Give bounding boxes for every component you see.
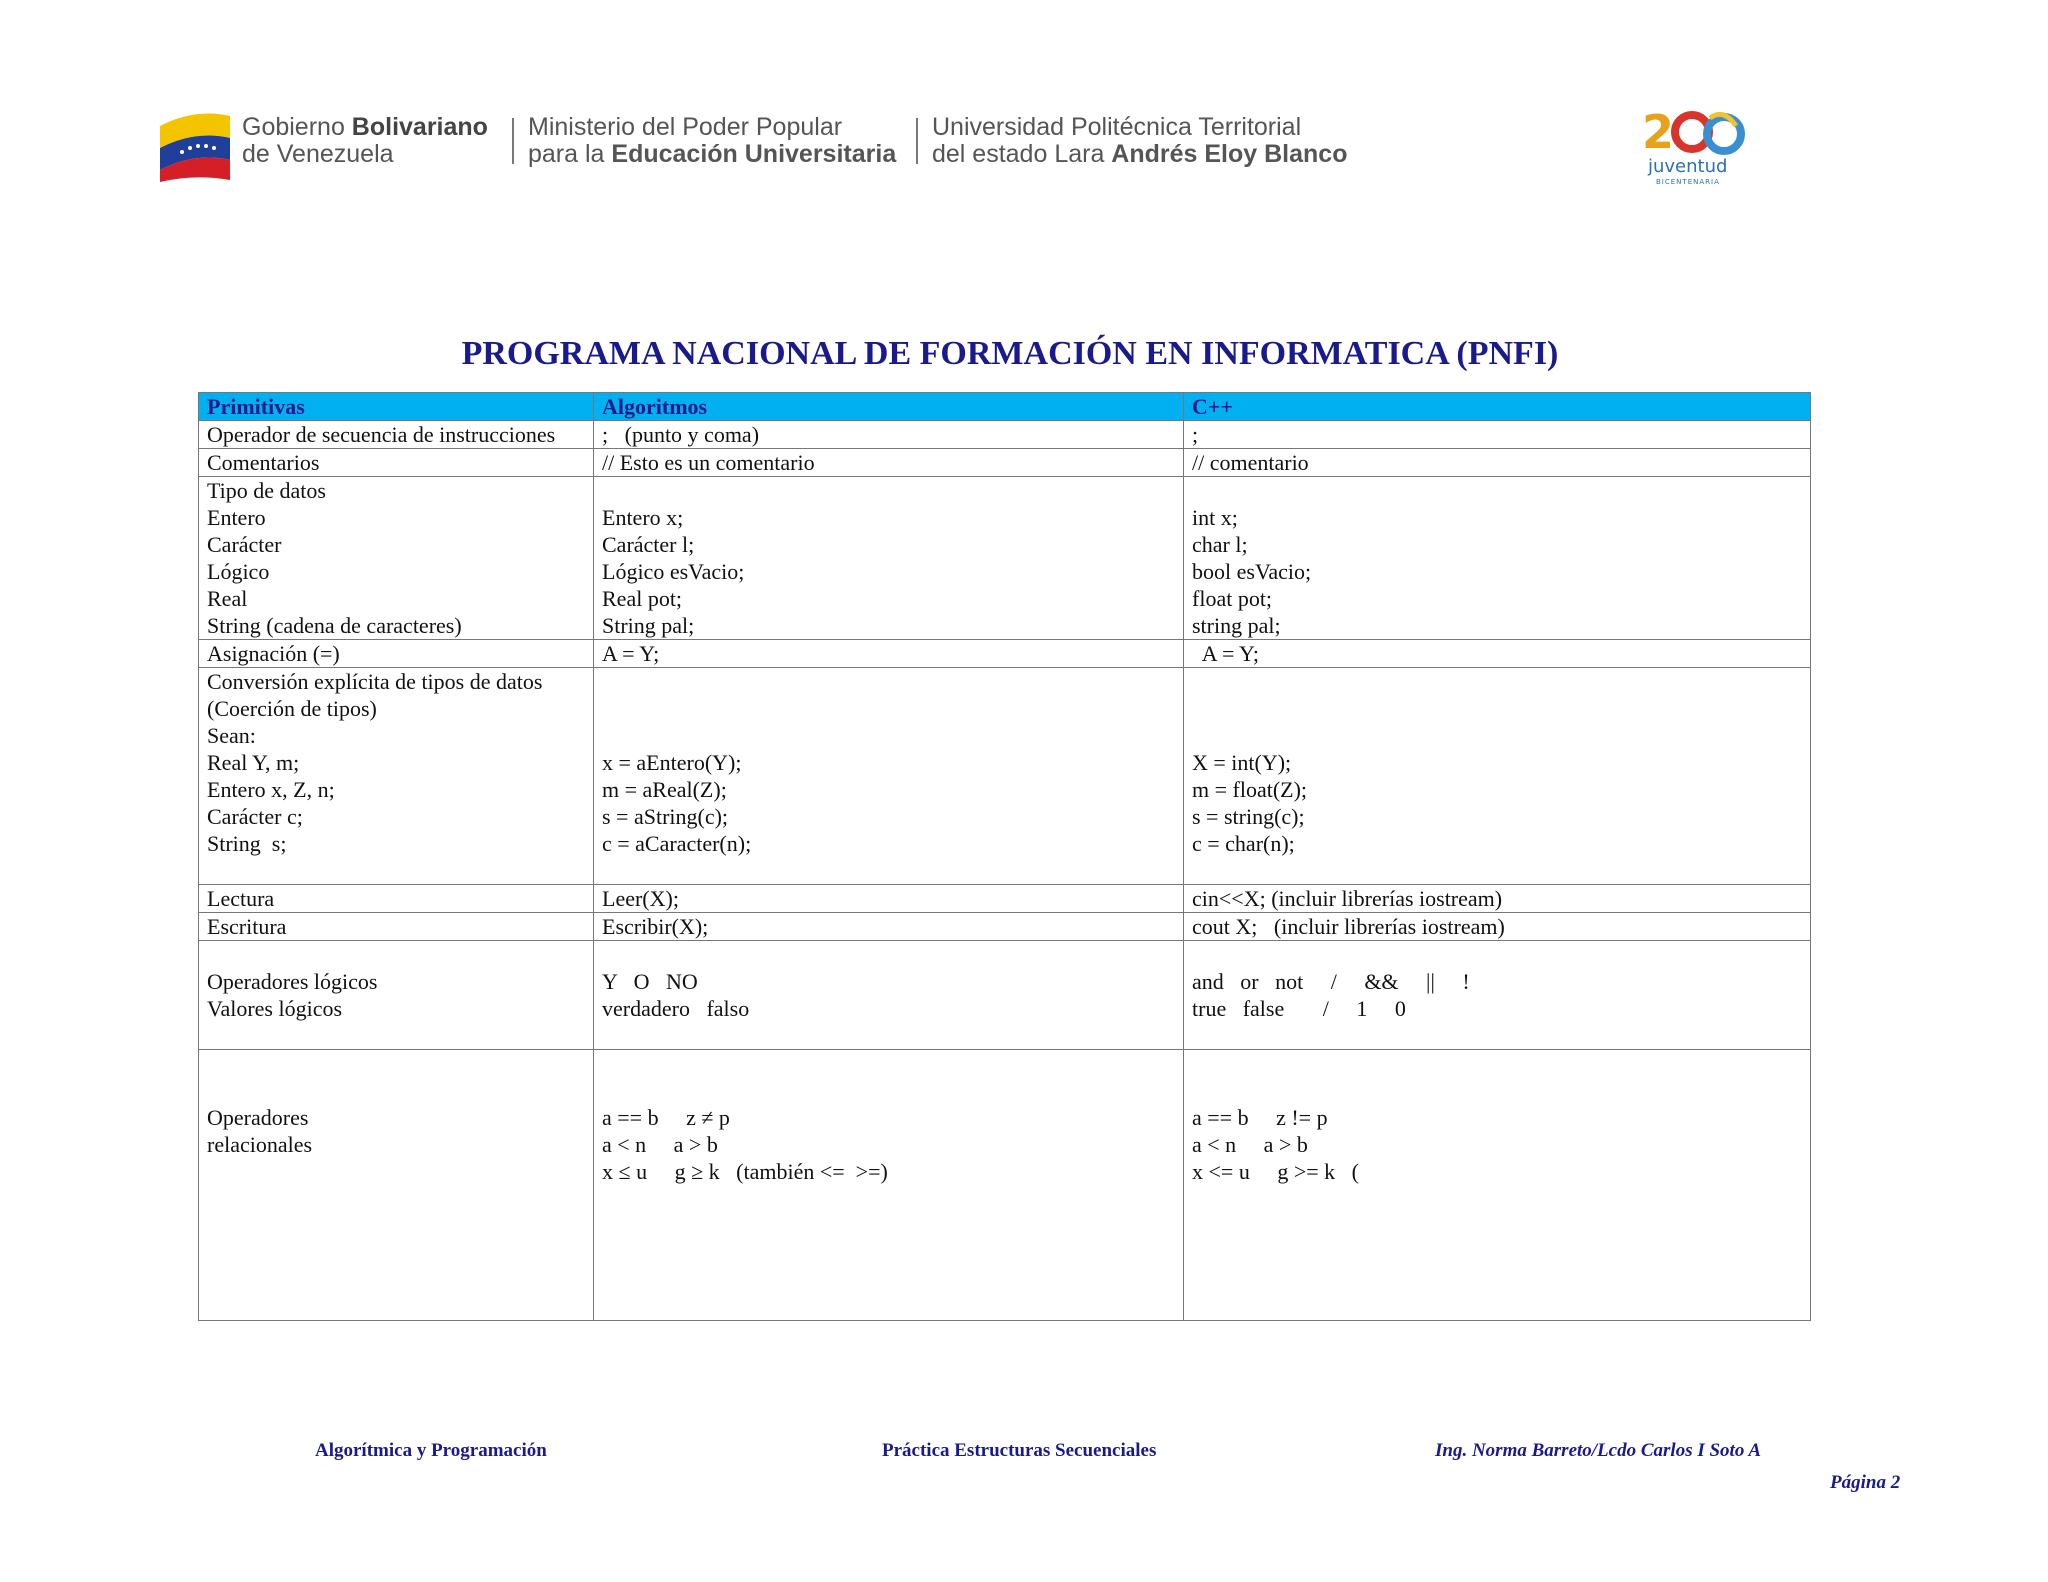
cell-line: Entero x;: [602, 505, 684, 530]
cell-line: Escritura: [207, 914, 287, 939]
table-row: [199, 477, 1811, 640]
cell-line: Lógico: [207, 559, 270, 584]
cell-line: [207, 941, 585, 968]
document-title: PROGRAMA NACIONAL DE FORMACIÓN EN INFORMATICA (PNFI): [461, 335, 1559, 372]
cell-line: x = aEntero(Y);: [602, 750, 742, 775]
cell-line: Real: [207, 586, 248, 611]
table-cell: [1184, 885, 1811, 913]
divider: [916, 118, 918, 164]
cell-line: float pot;: [1192, 586, 1273, 611]
cell-line: [1192, 668, 1802, 695]
cell-line: [1192, 857, 1802, 884]
cell-line: A = Y;: [1192, 641, 1260, 666]
table-cell: [594, 449, 1184, 477]
cell-line: X = int(Y);: [1192, 750, 1292, 775]
cell-line: [207, 1239, 585, 1266]
cell-line: [1192, 1022, 1802, 1049]
header-primitivas: Primitivas: [199, 393, 594, 421]
cell-line: Carácter l;: [602, 532, 695, 557]
table-row: [199, 885, 1811, 913]
header-cpp: C++: [1184, 393, 1811, 421]
table-cell: [1184, 668, 1811, 885]
cell-line: [1192, 695, 1802, 722]
cell-line: [1192, 1266, 1802, 1293]
table-cell: [199, 668, 594, 885]
cell-line: Comentarios: [207, 450, 320, 475]
cell-line: Lectura: [207, 886, 275, 911]
cell-line: Conversión explícita de tipos de datos: [207, 669, 543, 694]
cell-line: ;: [1192, 422, 1199, 447]
footer-practice: Práctica Estructuras Secuenciales: [882, 1440, 1157, 1461]
primitives-table: [198, 392, 1811, 1321]
cell-line: // Esto es un comentario: [602, 450, 815, 475]
cell-line: Carácter c;: [207, 804, 303, 829]
cell-line: Entero x, Z, n;: [207, 777, 335, 802]
cell-line: A = Y;: [602, 641, 660, 666]
table-cell: [199, 1050, 594, 1321]
cell-line: bool esVacio;: [1192, 559, 1312, 584]
svg-text:juventud: juventud: [1648, 156, 1728, 177]
table-cell: [1184, 477, 1811, 640]
svg-text:BICENTENARIA: BICENTENARIA: [1656, 178, 1720, 186]
cell-line: [1192, 1077, 1802, 1104]
cell-line: s = aString(c);: [602, 804, 729, 829]
table-cell: [199, 913, 594, 941]
cell-line: ; (punto y coma): [602, 422, 760, 447]
cell-line: m = float(Z);: [1192, 777, 1308, 802]
table-cell: [594, 421, 1184, 449]
cell-line: char l;: [1192, 532, 1248, 557]
footer-authors: Ing. Norma Barreto/Lcdo Carlos I Soto A: [1435, 1440, 1762, 1461]
table-cell: [199, 640, 594, 668]
cell-line: a < n a > b: [1192, 1132, 1308, 1157]
cell-line: x <= u g >= k (: [1192, 1159, 1359, 1184]
cell-line: m = aReal(Z);: [602, 777, 727, 802]
cell-line: a < n a > b: [602, 1132, 718, 1157]
letterhead: [160, 98, 2048, 208]
cell-line: [602, 1239, 1175, 1266]
table-cell: [1184, 1050, 1811, 1321]
cell-line: [602, 477, 1175, 504]
page-number: Página 2: [1830, 1472, 1901, 1493]
cell-line: [1192, 1185, 1802, 1212]
cell-line: [602, 668, 1175, 695]
table-cell: [594, 913, 1184, 941]
table-header-row: [199, 393, 1811, 421]
cell-line: Carácter: [207, 532, 282, 557]
table-cell: [199, 449, 594, 477]
cell-line: [602, 941, 1175, 968]
cell-line: [602, 695, 1175, 722]
cell-line: cout X; (incluir librerías iostream): [1192, 914, 1505, 939]
cell-line: (Coerción de tipos): [207, 696, 377, 721]
table-row: [199, 449, 1811, 477]
cell-line: Asignación (=): [207, 641, 340, 666]
table-cell: [1184, 449, 1811, 477]
cell-line: [207, 1293, 585, 1320]
table-row: [199, 941, 1811, 1050]
table-cell: [1184, 640, 1811, 668]
cell-line: Lógico esVacio;: [602, 559, 745, 584]
cell-line: [207, 857, 585, 884]
cell-line: a == b z != p: [1192, 1105, 1328, 1130]
cell-line: [602, 1022, 1175, 1049]
divider: [512, 118, 514, 164]
table-row: [199, 421, 1811, 449]
table-cell: [199, 477, 594, 640]
cell-line: [1192, 1239, 1802, 1266]
cell-line: cin<<X; (incluir librerías iostream): [1192, 886, 1503, 911]
cell-line: string pal;: [1192, 613, 1281, 638]
cell-line: [602, 722, 1175, 749]
cell-line: // comentario: [1192, 450, 1309, 475]
cell-line: Operadores lógicos: [207, 969, 378, 994]
cell-line: [1192, 477, 1802, 504]
cell-line: [602, 1185, 1175, 1212]
cell-line: true false / 1 0: [1192, 996, 1406, 1021]
cell-line: [1192, 1212, 1802, 1239]
university-label: Universidad Politécnica Territorial del estado Lara Andrés Eloy Blanco: [932, 113, 1348, 168]
cell-line: Operador de secuencia de instrucciones: [207, 422, 556, 447]
cell-line: s = string(c);: [1192, 804, 1305, 829]
cell-line: Valores lógicos: [207, 996, 343, 1021]
cell-line: Y O NO: [602, 969, 698, 994]
table-cell: [594, 477, 1184, 640]
table-cell: [594, 941, 1184, 1050]
cell-line: [1192, 722, 1802, 749]
cell-line: [207, 1022, 585, 1049]
cell-line: verdadero falso: [602, 996, 750, 1021]
cell-line: c = char(n);: [1192, 831, 1295, 856]
cell-line: Real pot;: [602, 586, 683, 611]
table-cell: [594, 668, 1184, 885]
table-row: [199, 640, 1811, 668]
cell-line: a == b z ≠ p: [602, 1105, 730, 1130]
bicentennial-logo-icon: [1640, 98, 1750, 188]
cell-line: int x;: [1192, 505, 1238, 530]
table-row: [199, 913, 1811, 941]
table-cell: [594, 885, 1184, 913]
cell-line: [1192, 1293, 1802, 1320]
cell-line: [1192, 1050, 1802, 1077]
table-cell: [199, 421, 594, 449]
cell-line: Leer(X);: [602, 886, 679, 911]
cell-line: Real Y, m;: [207, 750, 300, 775]
table-cell: [1184, 421, 1811, 449]
table-cell: [1184, 913, 1811, 941]
footer-course: Algorítmica y Programación: [315, 1440, 547, 1461]
table-row: [199, 668, 1811, 885]
table-cell: [199, 941, 594, 1050]
table-body: [199, 421, 1811, 1321]
venezuela-flag-icon: [160, 104, 230, 182]
cell-line: [602, 1077, 1175, 1104]
cell-line: String (cadena de caracteres): [207, 613, 462, 638]
table-row: [199, 1050, 1811, 1321]
cell-line: [207, 1185, 585, 1212]
cell-line: relacionales: [207, 1132, 313, 1157]
table-cell: [199, 885, 594, 913]
cell-line: [602, 1212, 1175, 1239]
cell-line: Sean:: [207, 723, 256, 748]
svg-text:2: 2: [1642, 105, 1675, 159]
cell-line: [602, 1293, 1175, 1320]
cell-line: String pal;: [602, 613, 695, 638]
cell-line: Operadores: [207, 1105, 309, 1130]
cell-line: [207, 1077, 585, 1104]
cell-line: c = aCaracter(n);: [602, 831, 752, 856]
table-cell: [1184, 941, 1811, 1050]
ministry-label: Ministerio del Poder Popular para la Educación Universitaria: [528, 113, 897, 168]
cell-line: [602, 1050, 1175, 1077]
table-cell: [594, 640, 1184, 668]
cell-line: Escribir(X);: [602, 914, 709, 939]
cell-line: [207, 1266, 585, 1293]
cell-line: x ≤ u g ≥ k (también <= >=): [602, 1159, 888, 1184]
cell-line: [602, 1266, 1175, 1293]
government-label: Gobierno Bolivariano de Venezuela: [242, 113, 488, 168]
cell-line: [207, 1050, 585, 1077]
cell-line: [207, 1158, 585, 1185]
cell-line: [1192, 941, 1802, 968]
cell-line: String s;: [207, 831, 287, 856]
cell-line: Entero: [207, 505, 266, 530]
header-algoritmos: Algoritmos: [594, 393, 1184, 421]
cell-line: Tipo de datos: [207, 478, 326, 503]
cell-line: [602, 857, 1175, 884]
table-cell: [594, 1050, 1184, 1321]
cell-line: and or not / && || !: [1192, 969, 1470, 994]
cell-line: [207, 1212, 585, 1239]
